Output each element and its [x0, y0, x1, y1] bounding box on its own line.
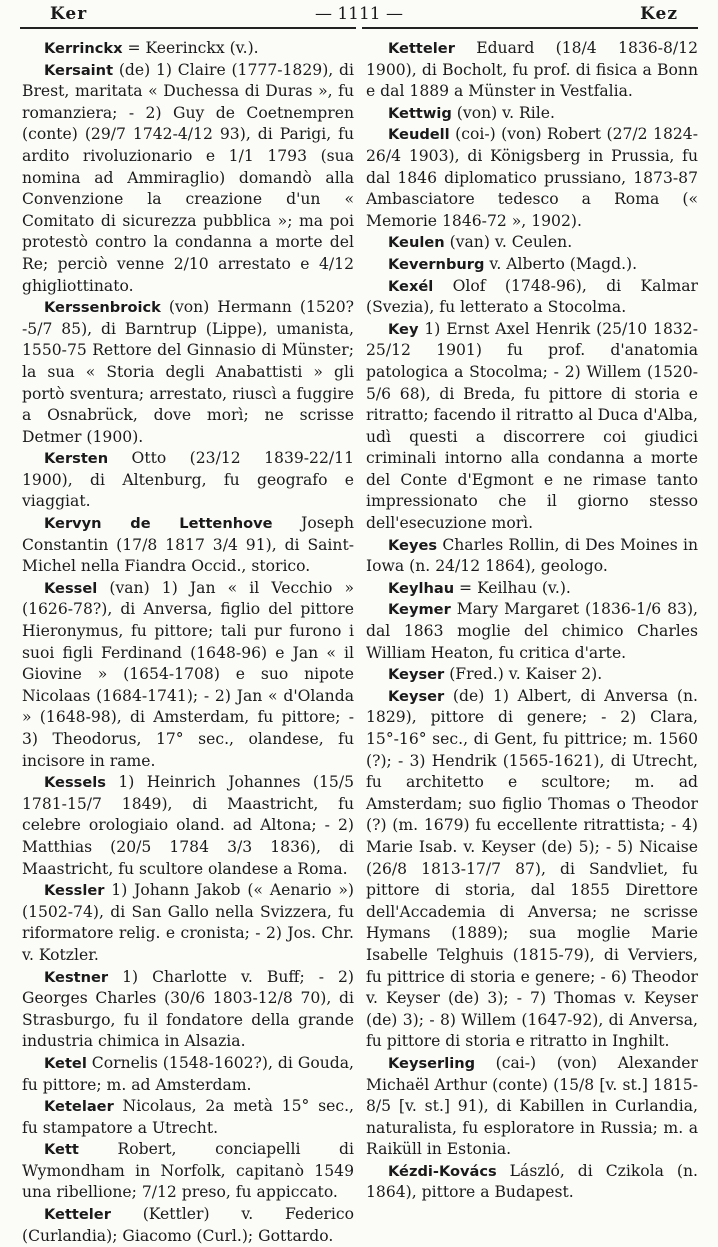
- entry-headword: Ketteler: [388, 40, 455, 57]
- page-number: — 1111 —: [314, 4, 404, 24]
- dictionary-entry: [22, 1139, 354, 1204]
- entry-text: (Fred.) v. Kaiser 2).: [444, 665, 603, 684]
- entry-text: Otto (23/12 1839-22/11 1900), di Altenburg, fu geografo e viaggiat.: [22, 449, 354, 511]
- dictionary-entry: [366, 599, 698, 664]
- entry-text: (Kettler) v. Federico (Curlandia); Giacomo (Curl.); Gottardo.: [22, 1205, 354, 1245]
- entry-text: (de) 1) Albert, di Anversa (n. 1829), pittore di genere; - 2) Clara, 15°-16° sec., di Gent, fu pittrice; m. 1560 (?); - 3) Hendrik (1565-1621), di Utrecht, fu architetto e scultore; m. ad Amsterdam; suo figlio Thomas o Theodor (?) (m. 1679) fu eccellente ritrattista; - 4) Marie Isab. v. Keyser (de) 5); - 5) Nicaise (26/8 1813-17/7 87), di Sandvliet, fu pittore di storia, dal 1855 Direttore dell'Accademia di Anversa; ne scrisse Hymans (1889); sua moglie Marie Isabelle Telghuis (1815-79), di Verviers, fu pittrice di storia e genere; - 6) Theodor v. Keyser (de) 3); - 7) Thomas v. Keyser (de) 3); - 8) Willem (1647-92), di Anversa, fu pittore di storia e ritratto in Inghilt.: [366, 686, 698, 1051]
- dictionary-entry: [22, 772, 354, 880]
- entry-headword: Kexél: [388, 277, 434, 295]
- left-column: [22, 38, 354, 1247]
- entry-text: Robert, conciapelli di Wymondham in Norfolk, capitanò 1549 una ribellione; 7/12 preso, fu appiccato.: [22, 1140, 354, 1202]
- entry-headword: Kerssenbroick: [44, 299, 161, 317]
- entry-headword: Keyser: [388, 666, 445, 684]
- entry-text: Joseph Constantin (17/8 1817 3/4 91), di Saint-Michel nella Fiandra Occid., storico.: [22, 514, 354, 576]
- entry-text: 1) Heinrich Johannes (15/5 1781-15/7 1849), di Maastricht, fu celebre orologiaio oland. ad Altona; - 2) Matthias (20/5 1784 3/3 1836), di Maastricht, fu scultore olandese a Roma.: [22, 773, 354, 878]
- entry-text: (coi-) (von) Robert (27/2 1824-26/4 1903), di Königsberg in Prussia, fu dal 1846 diplomatico prussiano, 1873-87 Ambasciatore tedesco a Roma (« Memorie 1846-72 », 1902).: [366, 125, 698, 230]
- right-column: [366, 38, 698, 1204]
- dictionary-entry: [366, 276, 698, 319]
- dictionary-entry: [366, 38, 698, 103]
- entry-text: v. Alberto (Magd.).: [484, 254, 638, 273]
- entry-text: (de) 1) Claire (1777-1829), di Brest, maritata « Duchessa di Duras », fu romanziera; - 2) Guy de Coetnempren (conte) (29/7 1742-4/12 93), di Parigi, fu ardito rivoluzionario e 1/1 1793 (sua nomina ad Ammiraglio) domandò alla Convenzione la creazione d'un « Comitato di sicurezza pubblica »; ma poi protestò contro la condanna a morte del Re; perciò venne 2/10 arrestato e 4/12 ghigliottinato.: [22, 60, 354, 295]
- dictionary-entry: [366, 124, 698, 232]
- entry-text: (cai-) (von) Alexander Michaël Arthur (conte) (15/8 [v. st.] 1815-8/5 [v. st.] 91), di Kabillen in Curlandia, naturalista, fu esploratore in Russia; m. a Raiküll in Estonia.: [366, 1053, 698, 1159]
- entry-headword: Ketelaer: [44, 1098, 114, 1116]
- dictionary-entry: [366, 1053, 698, 1161]
- entry-text: 1) Johann Jakob (« Aenario ») (1502-74), di San Gallo nella Svizzera, fu riformatore relig. e cronista; - 2) Jos. Chr. v. Kotzler.: [22, 881, 354, 964]
- dictionary-entry: [22, 967, 354, 1053]
- entry-headword: Keulen: [388, 234, 445, 252]
- entry-headword: Kessels: [44, 774, 106, 792]
- entry-headword: Kevernburg: [388, 255, 485, 273]
- entry-headword: Keyser: [388, 687, 445, 705]
- header-rule-right: [362, 27, 698, 29]
- entry-headword: Kersten: [44, 450, 109, 468]
- dictionary-entry: [22, 297, 354, 448]
- header-rule-left: [20, 27, 356, 29]
- entry-headword: Kézdi-Kovács: [388, 1162, 497, 1180]
- dictionary-entry: [22, 1204, 354, 1247]
- entry-text: Cornelis (1548-1602?), di Gouda, fu pittore; m. ad Amsterdam.: [22, 1053, 354, 1094]
- dictionary-entry: [366, 103, 698, 125]
- dictionary-entry: [22, 38, 354, 60]
- entry-text: (von) v. Rile.: [451, 103, 555, 122]
- dictionary-entry: [366, 535, 698, 578]
- entry-text: = Keilhau (v.).: [454, 578, 571, 597]
- entry-headword: Kessler: [44, 882, 105, 900]
- entry-text: (van) v. Ceulen.: [444, 233, 573, 252]
- entry-text: Olof (1748-96), di Kalmar (Svezia), fu letterato a Stocolma.: [366, 276, 698, 317]
- entry-text: Nicolaus, 2a metà 15° sec., fu stampatore a Utrecht.: [22, 1097, 354, 1137]
- entry-headword: Keyes: [388, 536, 438, 554]
- dictionary-entry: [22, 1053, 354, 1096]
- entry-text: (von) Hermann (1520?-5/7 85), di Barntrup (Lippe), umanista, 1550-75 Rettore del Ginnasio di Münster; la sua « Storia degli Anabattisti » gli portò sventura; arrestato, riuscì a fuggire a Osnabrück, dove morì; ne scrisse Detmer (1900).: [22, 298, 354, 446]
- entry-headword: Kervyn de Lettenhove: [44, 515, 273, 533]
- entry-headword: Kersaint: [44, 61, 114, 79]
- dictionary-entry: [22, 1096, 354, 1139]
- dictionary-entry: [366, 232, 698, 254]
- header-first-word: Ker: [50, 4, 88, 24]
- entry-text: 1) Ernst Axel Henrik (25/10 1832-25/12 1901) fu prof. d'anatomia patologica a Stocolma; - 2) Willem (1520-5/6 68), di Breda, fu pittore di storia e ritratto; facendo il ritratto al Duca d'Alba, udì questi a discorrere coi giudici criminali intorno alla condanna a morte del Conte d'Egmont e ne rimase tanto impressionato che il giorno stesso dell'esecuzione morì.: [366, 319, 698, 533]
- dictionary-entry: [366, 578, 698, 600]
- entry-text: (van) 1) Jan « il Vecchio » (1626-78?), di Anversa, figlio del pittore Hieronymus, fu pittore; tali pur furono i suoi figli Ferdinand (1648-96) e Jan « il Giovine » (1654-1708) e suo nipote Nicolaas (1684-1741); - 2) Jan « d'Olanda » (1648-98), di Amsterdam, fu pittore; - 3) Theodorus, 17° sec., olandese, fu incisore in rame.: [22, 578, 354, 770]
- dictionary-entry: [366, 319, 698, 535]
- dictionary-entry: [366, 686, 698, 1053]
- header-last-word: Kez: [640, 4, 678, 24]
- entry-headword: Keymer: [388, 601, 451, 619]
- page-header: [0, 0, 718, 28]
- dictionary-entry: [22, 880, 354, 966]
- entry-headword: Ketteler: [44, 1206, 111, 1224]
- entry-headword: Kettwig: [388, 104, 452, 122]
- entry-text: László, di Czikola (n. 1864), pittore a Budapest.: [366, 1161, 698, 1202]
- entry-headword: Kestner: [44, 968, 109, 986]
- entry-text: Eduard (18/4 1836-8/12 1900), di Bocholt, fu prof. di fisica a Bonn e dal 1889 a Münster in Vestfalia.: [366, 39, 698, 101]
- entry-text: 1) Charlotte v. Buff; - 2) Georges Charles (30/6 1803-12/8 70), di Strasburgo, fu il fondatore della grande industria chimica in Alsazia.: [22, 967, 354, 1051]
- entry-headword: Kett: [44, 1141, 79, 1159]
- entry-text: = Keerinckx (v.).: [122, 39, 259, 57]
- dictionary-entry: [366, 254, 698, 276]
- dictionary-entry: [22, 60, 354, 298]
- entry-headword: Key: [388, 320, 419, 338]
- dictionary-entry: [22, 578, 354, 772]
- entry-headword: Kessel: [44, 579, 98, 597]
- entry-headword: Ketel: [44, 1054, 87, 1072]
- entry-headword: Kerrinckx: [44, 40, 123, 57]
- entry-headword: Keyserling: [388, 1054, 476, 1072]
- entry-headword: Keylhau: [388, 579, 455, 597]
- dictionary-entry: [366, 1161, 698, 1204]
- dictionary-entry: [22, 448, 354, 513]
- dictionary-entry: [366, 664, 698, 686]
- entry-headword: Keudell: [388, 126, 450, 144]
- entry-text: Mary Margaret (1836-1/6 83), dal 1863 moglie del chimico Charles William Heaton, fu critica d'arte.: [366, 600, 698, 662]
- entry-text: Charles Rollin, di Des Moines in Iowa (n. 24/12 1864), geologo.: [366, 535, 698, 576]
- dictionary-entry: [22, 513, 354, 578]
